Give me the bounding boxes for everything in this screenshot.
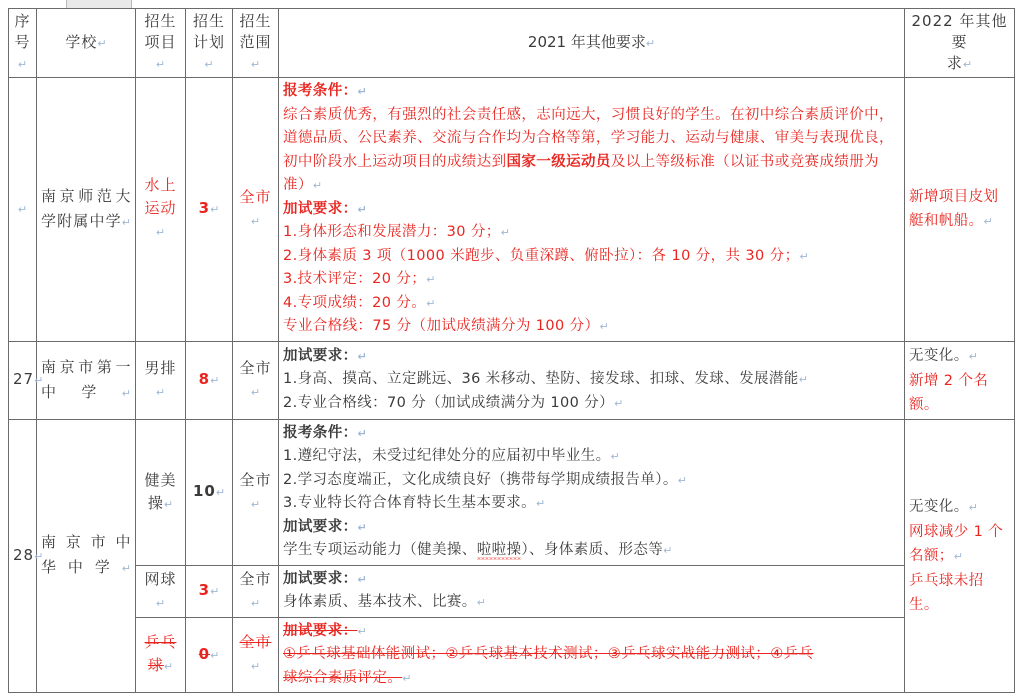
row28-sub1-scope-value: 全市 [239,470,272,489]
row1-school-line2: 学附属中学↵ [41,211,131,230]
row27-req2022-red: 新增 2 个名额。 [909,372,989,413]
row1-plan: 3↵ [186,78,233,342]
row1-project-line1: 水上 [144,176,177,195]
row28-sub3-body-line2: 球综合素质评定。↵ [283,669,412,686]
row28-req2022-black: 无变化。↵ [909,498,978,515]
row27-school [37,341,136,419]
row27-scope: 全市↵ [233,341,279,419]
row28-sub3-project [136,617,186,693]
row1-project [136,78,186,342]
row28-sub2-plan-value: 3 [198,581,211,599]
header-req2022-line1: 2022 年其他要 [911,12,1008,51]
row1-item-1: 1.身体形态和发展潜力：30 分；↵ [283,224,510,240]
row28-sub2-project: 网球↵ [136,565,186,617]
header-cell-project [136,9,186,78]
row28-req2022 [905,419,1015,693]
header-scope-line2: 范围↵ [239,33,272,71]
row27-school-line2: 中学↵ [41,382,131,401]
row27-scope-value: 全市 [239,358,272,377]
row1-project-line2: 运动↵ [144,199,177,240]
table-row [9,419,1015,565]
header-seq-line1: 序 [14,12,31,30]
row1-school-line1: 南京师范大 [41,186,131,205]
header-cell-school: 学校↵ [37,9,136,78]
row1-scope-value: 全市 [239,187,272,206]
row28-sub3-title-jiashi: 加试要求：↵ [283,622,367,639]
table-header-row [9,9,1015,78]
row28-sub1-plan: 10↵ [186,419,233,565]
row28-sub1-scope: 全市↵ [233,419,279,565]
row27-item-1: 1.身高、摸高、立定跳远、36 米移动、垫防、接发球、扣球、发球、发展潜能↵ [283,371,808,388]
row28-req2022-red-line3: 乒乓球未招生。 [909,572,984,613]
header-project-line2: 项目↵ [144,33,177,71]
row28-sub3-scope-value: 全市 [239,633,272,652]
header-plan-line2: 计划↵ [192,33,225,71]
row28-sub2-project-value: 网球 [144,569,177,588]
row28-sub1-req2021 [279,419,905,565]
row28-sub1-plan-value: 10 [192,482,216,500]
row1-passline: 专业合格线：75 分（加试成绩满分为 100 分）↵ [283,318,609,334]
row28-sub1-project-line1: 健美 [144,470,177,489]
row28-seq-value: 28 [13,545,35,564]
row28-sub2-body: 身体素质、基本技术、比赛。↵ [283,594,486,610]
row28-sub3-plan: 0↵ [186,617,233,693]
header-seq-line2: 号↵ [14,33,31,71]
row1-req2022: 新增项目皮划艇和帆船。↵ [905,78,1015,342]
row27-school-line1: 南京市第一 [41,357,131,376]
row28-sub3-plan-value: 0 [198,644,211,663]
row28-sub3-scope: 全市↵ [233,617,279,693]
row27-req2022-black: 无变化。↵ [909,347,978,364]
row28-req2022-red-line2: 名额；↵ [909,547,963,564]
row27-plan: 8↵ [186,341,233,419]
header-plan-line1: 招生 [192,12,225,30]
row28-item-2: 2.学习态度端正，文化成绩良好（携带每学期成绩报告单）。↵ [283,471,688,488]
row28-title-jiashi: 加试要求：↵ [283,518,367,535]
table-row [9,617,1015,693]
row28-sub3-project-line1: 乒乓 [144,633,177,652]
header-cell-scope [233,9,279,78]
row28-sub2-req2021 [279,565,905,617]
row28-sub2-scope-value: 全市 [239,569,272,588]
row1-title-baokao: 报考条件：↵ [283,83,367,99]
header-project-line1: 招生 [144,12,177,30]
row1-para1: 综合素质优秀，有强烈的社会责任感，志向远大，习惯良好的学生。在初中综合素质评价中，道德品质、公民素养、交流与合作均为合格等第，学习能力、运动与健康、审美与表现优良，初中阶段水上运动项目的成绩达到国家一级运动员及以上等级标准（以证书或竞赛成绩册为准）↵ [283,106,894,193]
row28-req2022-red-line1: 网球减少 1 个 [909,523,1004,540]
row28-sub1-project-line2: 操↵ [147,493,174,512]
row28-sub2-title-jiashi: 加试要求：↵ [283,570,367,587]
header-scope-line1: 招生 [239,12,272,30]
header-cell-seq [9,9,37,78]
row27-req2022 [905,341,1015,419]
row1-title-jiashi: 加试要求：↵ [283,200,367,217]
row1-req2021 [279,78,905,342]
header-cell-plan [186,9,233,78]
row28-sub2-scope: 全市↵ [233,565,279,617]
row28-school-line1: 南京市中 [41,533,131,552]
row1-item-2: 2.身体素质 3 项（1000 米跑步、负重深蹲、俯卧拉）：各 10 分，共 30 分；↵ [283,247,809,264]
row1-plan-value: 3 [198,199,211,218]
header-req2021-label: 2021 年其他要求 [527,33,646,51]
row27-item-2: 2.专业合格线：70 分（加试成绩满分为 100 分）↵ [283,394,624,411]
table-row [9,341,1015,419]
row28-sub2-plan: 3↵ [186,565,233,617]
table-row [9,78,1015,342]
row27-project: 男排↵ [136,341,186,419]
row27-title-jiashi: 加试要求：↵ [283,347,367,364]
row27-project-value: 男排 [144,358,177,377]
header-cell-req2021: 2021 年其他要求↵ [279,9,905,78]
row28-item-1: 1.遵纪守法，未受过纪律处分的应届初中毕业生。↵ [283,448,620,464]
header-cell-req2022 [905,9,1015,78]
row27-plan-value: 8 [198,370,211,388]
row28-sub3-req2021 [279,617,905,693]
header-req2022-line2: 求↵ [946,54,973,72]
row27-seq: 27↵ [9,341,37,419]
row28-item-3: 3.专业特长符合体育特长生基本要求。↵ [283,495,546,511]
row1-scope: 全市↵ [233,78,279,342]
row27-req2021 [279,341,905,419]
row28-sub1-body: 学生专项运动能力（健美操、啦啦操）、身体素质、形态等↵ [283,542,673,558]
row28-sub1-project [136,419,186,565]
row28-school [37,419,136,693]
row28-sub3-project-line2: 球↵ [147,656,174,675]
row27-seq-value: 27 [13,370,35,388]
row1-school [37,78,136,342]
row1-req2022-text: 新增项目皮划艇和帆船。 [909,188,999,229]
row1-item-3: 3.技术评定：20 分；↵ [283,271,436,287]
header-school-label: 学校 [65,33,98,51]
row28-school-line2: 华中学↵ [41,558,131,577]
row28-seq: 28↵ [9,419,37,693]
spellcheck-squiggle-text: 啦啦操 [476,542,522,558]
row1-item-4: 4.专项成绩：20 分。↵ [283,294,436,311]
admissions-table [8,8,1015,693]
row28-sub3-body-line1: ①乒乓球基础体能测试；②乒乓球基本技术测试；③乒乓球实战能力测试；④乒乓 [283,646,814,662]
row1-seq: ↵ [9,78,37,342]
table-row [9,565,1015,617]
row28-title-baokao: 报考条件：↵ [283,424,367,441]
